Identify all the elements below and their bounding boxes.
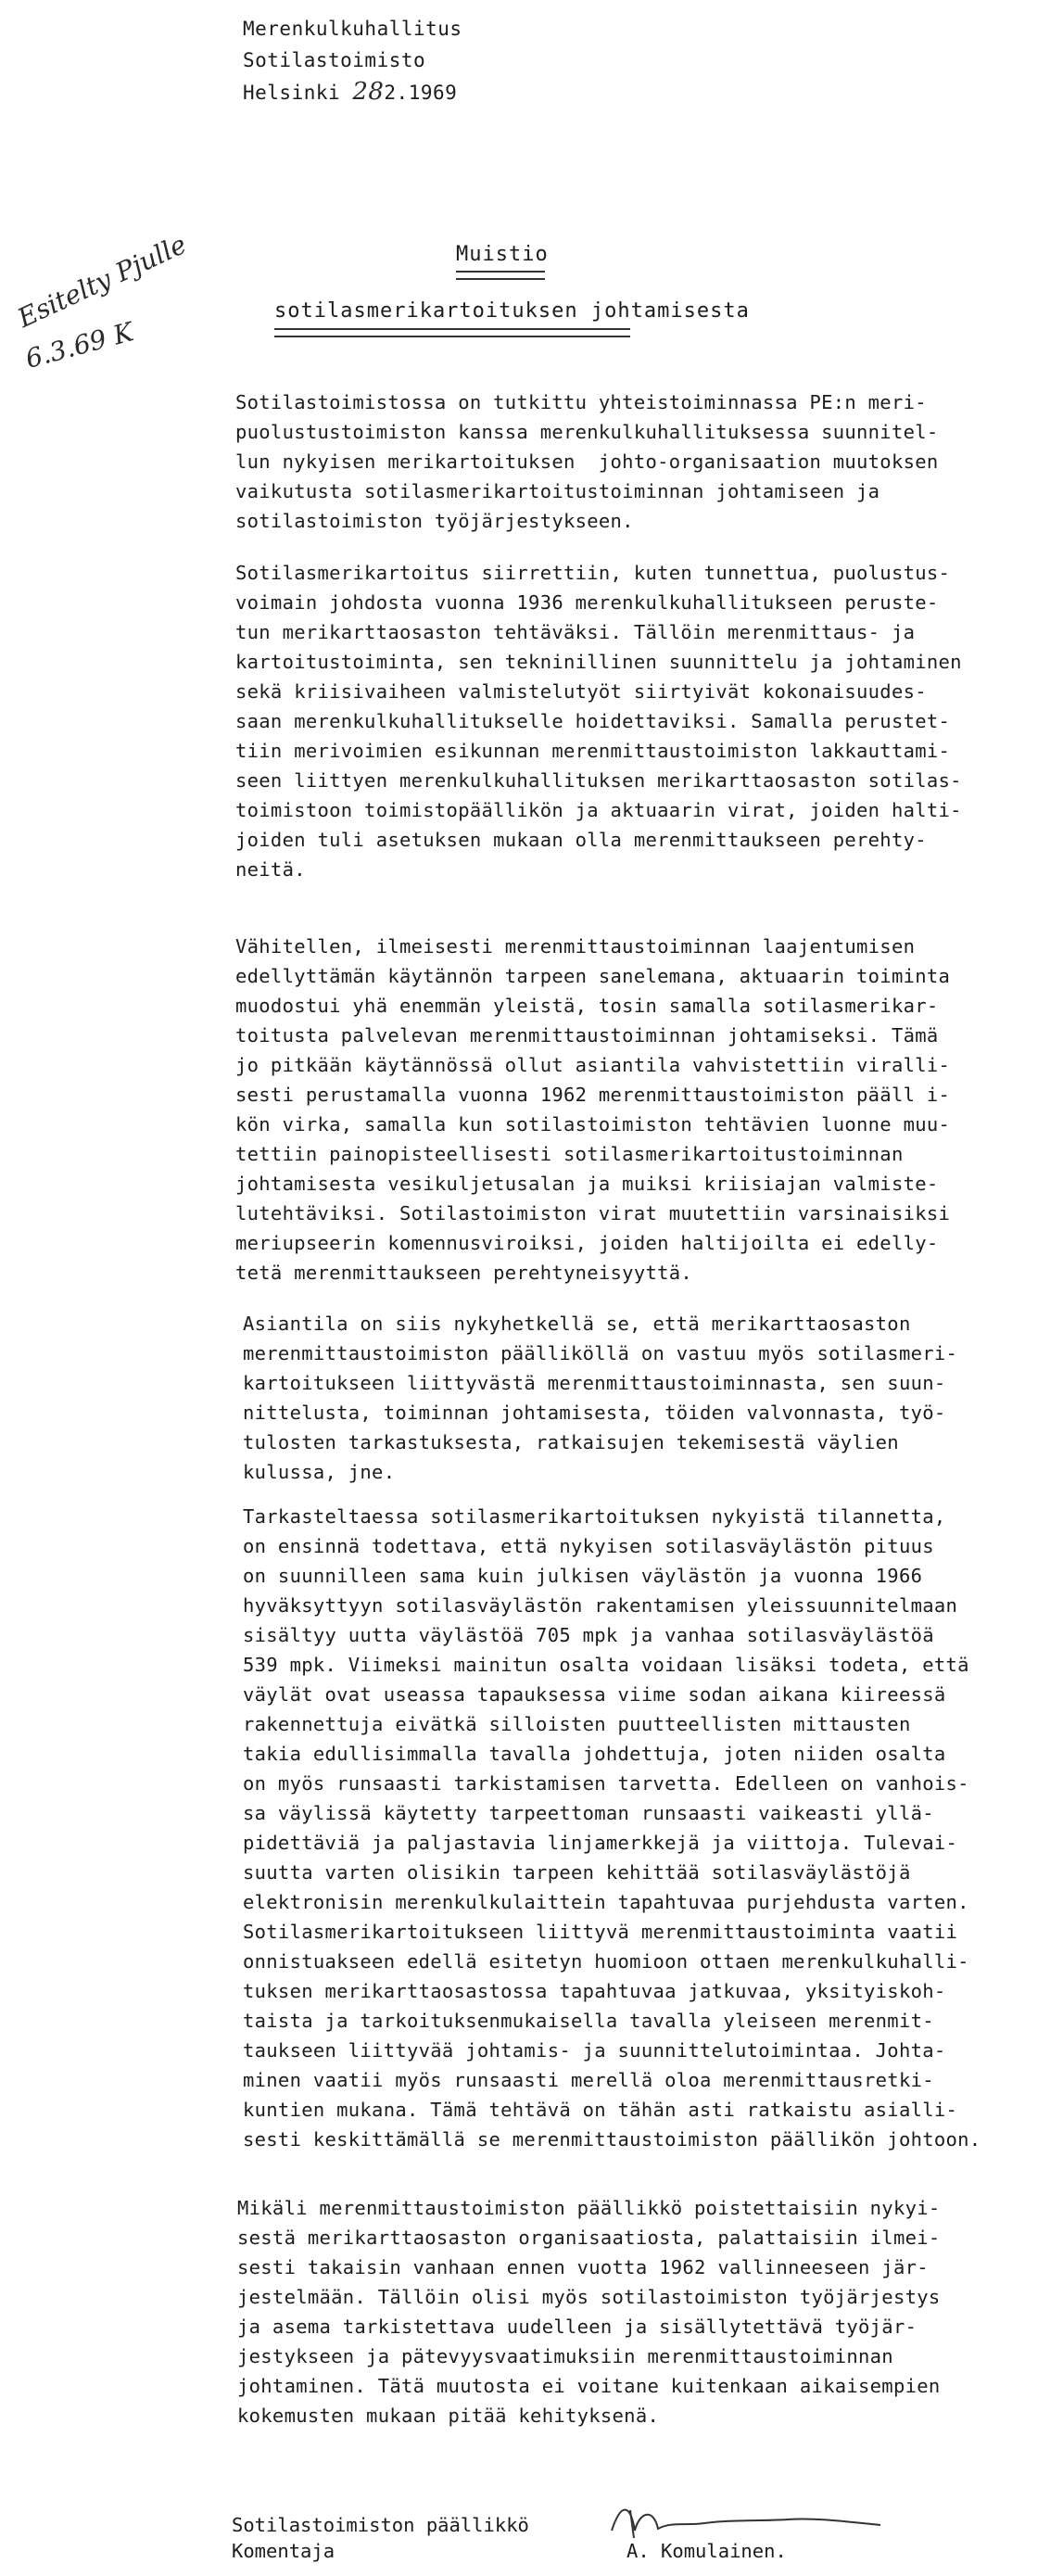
text-line: on myös runsaasti tarkistamisen tarvetta. Edelleen on vanhois- (243, 1772, 969, 1795)
text-line: tettiin painopisteellisesti sotilasmerikartoitustoiminnan (235, 1143, 904, 1165)
text-line: tetä merenmittaukseen perehtyneisyyttä. (235, 1262, 693, 1284)
text-line: 539 mpk. Viimeksi mainitun osalta voidaan lisäksi todeta, että (243, 1654, 969, 1676)
text-line: minen vaatii myös runsaasti merellä oloa merenmittausretki- (243, 2069, 934, 2091)
text-line: toitusta palvelevan merenmittaustoiminnan johtamiseksi. Tämä (235, 1024, 939, 1047)
margin-note-line1: Esitelty Pjulle (13, 228, 192, 334)
text-line: Sotilastoimistossa on tutkittu yhteistoiminnassa PE:n meri- (235, 391, 927, 413)
text-line: lun nykyisen merikartoituksen johto-organisaation muutoksen (235, 450, 939, 473)
text-line: hyväksyttyyn sotilasväylästön rakentamisen yleissuunnitelmaan (243, 1594, 958, 1617)
text-line: tuksen merikarttaosastossa tapahtuvaa jatkuvaa, yksityiskoh- (243, 1980, 946, 2002)
text-line: Vähitellen, ilmeisesti merenmittaustoiminnan laajentumisen (235, 935, 916, 958)
place: Helsinki (243, 82, 341, 104)
subtitle-double-underline (274, 328, 630, 337)
date-rest: 2.1969 (384, 82, 458, 104)
text-line: pidettäviä ja paljastavia linjamerkkejä ja viittoja. Tulevai- (243, 1832, 958, 1854)
text-line: kuntien mukana. Tämä tehtävä on tähän asti ratkaistu asialli- (243, 2099, 958, 2121)
text-line: kön virka, samalla kun sotilastoimiston tehtävien luonne muu- (235, 1113, 951, 1136)
text-line: kokemusten mukaan pitää kehityksenä. (237, 2405, 660, 2427)
text-line: jestykseen ja pätevyysvaatimuksiin merenmittaustoiminnan (237, 2345, 893, 2367)
document-subtitle: sotilasmerikartoituksen johtamisesta (274, 299, 750, 323)
margin-note-line2: 6.3.69 K (22, 316, 137, 374)
text-line: sisältyy uutta väylästöä 705 mpk ja vanhaa sotilasväylästöä (243, 1624, 934, 1646)
paragraph-5 (243, 1502, 1042, 2154)
text-line: Mikäli merenmittaustoimiston päällikkö poistettaisiin nykyi- (237, 2197, 941, 2219)
paragraph-3 (235, 932, 1034, 1288)
handwritten-day: 28 (352, 78, 385, 106)
text-line: ja asema tarkistettava uudelleen ja sisällytettävä työjär- (237, 2316, 917, 2338)
text-line: vaikutusta sotilasmerikartoitustoiminnan johtamiseen ja (235, 480, 880, 502)
text-line: edellyttämän käytännön tarpeen sanelemana, aktuaarin toiminta (235, 965, 951, 987)
text-line: sesti keskittämällä se merenmittaustoimiston päällikön johtoon. (243, 2128, 981, 2151)
text-line: tiin merivoimien esikunnan merenmittaustoimiston lakkauttami- (235, 740, 951, 762)
text-line: Asiantila on siis nykyhetkellä se, että merikarttaosaston (243, 1313, 911, 1335)
letterhead (243, 13, 462, 108)
handwritten-margin-note (6, 228, 200, 426)
text-line: kulussa, jne. (243, 1461, 396, 1483)
text-line: kartoitustoiminta, sen tekninillinen suunnittelu ja johtaminen (235, 651, 962, 673)
text-line: seen liittyen merenkulkuhallituksen merikarttaosaston sotilas- (235, 769, 962, 792)
text-line: sekä kriisivaiheen valmistelutyöt siirtyivät kokonaisuudes- (235, 680, 927, 703)
signer-name: A. Komulainen. (626, 2540, 787, 2562)
text-line: suutta varten olisikin tarpeen kehittää sotilasväylästöjä (243, 1861, 911, 1884)
text-line: jestelmään. Tällöin olisi myös sotilastoimiston työjärjestys (237, 2286, 941, 2308)
text-line: on suunnilleen sama kuin julkisen väylästön ja vuonna 1966 (243, 1565, 923, 1587)
text-line: sotilastoimiston työjärjestykseen. (235, 510, 634, 532)
text-line: taista ja tarkoituksenmukaisella tavalla yleiseen merenmit- (243, 2010, 934, 2032)
signature-title-block (232, 2512, 529, 2564)
text-line: väylät ovat useassa tapauksessa viime sodan aikana kiireessä (243, 1683, 946, 1706)
text-line: merenmittaustoimiston päälliköllä on vastuu myös sotilasmeri- (243, 1342, 958, 1364)
text-line: elektronisin merenkulkulaittein tapahtuvaa purjehdusta varten. (243, 1891, 969, 1913)
text-line: meriupseerin komennusviroiksi, joiden haltijoilta ei edelly- (235, 1232, 939, 1254)
text-line: on ensinnä todettava, että nykyisen sotilasväylästön pituus (243, 1535, 934, 1557)
text-line: voimain johdosta vuonna 1936 merenkulkuhallitukseen peruste- (235, 591, 939, 614)
text-line: tun merikarttaosaston tehtäväksi. Tällöin merenmittaus- ja (235, 621, 916, 643)
text-line: Tarkasteltaessa sotilasmerikartoituksen nykyistä tilannetta, (243, 1505, 946, 1528)
paragraph-4 (243, 1309, 1042, 1487)
paragraph-1 (235, 387, 1034, 536)
text-line: sa väylissä käytetty tarpeettoman runsaasti vaikeasti yllä- (243, 1802, 934, 1824)
text-line: sesti perustamalla vuonna 1962 merenmittaustoimiston pääll i- (235, 1084, 951, 1106)
paragraph-2 (235, 558, 1034, 884)
org-name: Merenkulkuhallitus (243, 18, 462, 40)
text-line: johtaminen. Tätä muutosta ei voitane kuitenkaan aikaisempien (237, 2375, 941, 2397)
document-title: Muistio (456, 243, 549, 266)
text-line: jo pitkään käytännössä ollut asiantila vahvistettiin viralli- (235, 1054, 951, 1076)
text-line: takia edullisimmalla tavalla johdettuja, joten niiden osalta (243, 1743, 946, 1765)
text-line: lutehtäviksi. Sotilastoimiston virat muutettiin varsinaisiksi (235, 1202, 951, 1225)
text-line: rakennettuja eivätkä silloisten puutteellisten mittausten (243, 1713, 911, 1735)
place-date (243, 76, 462, 108)
office-name: Sotilastoimisto (243, 49, 426, 71)
text-line: joiden tuli asetuksen mukaan olla merenmittaukseen perehty- (235, 829, 927, 851)
paragraph-6 (237, 2193, 1036, 2430)
text-line: sestä merikarttaosaston organisaatiosta, palattaisiin ilmei- (237, 2227, 941, 2249)
title-double-underline (456, 271, 545, 280)
text-line: onnistuakseen edellä esitetyn huomioon ottaen merenkulkuhalli- (243, 1950, 969, 1973)
text-line: sesti takaisin vanhaan ennen vuotta 1962 vallinneeseen jär- (237, 2256, 929, 2278)
text-line: saan merenkulkuhallitukselle hoidettaviksi. Samalla perustet- (235, 710, 951, 732)
text-line: johtamisesta vesikuljetusalan ja muiksi kriisiajan valmiste- (235, 1173, 939, 1195)
text-line: tulosten tarkastuksesta, ratkaisujen tekemisestä väylien (243, 1431, 899, 1453)
text-line: taukseen liittyvää johtamis- ja suunnittelutoimintaa. Johta- (243, 2039, 946, 2062)
text-line: muodostui yhä enemmän yleistä, tosin samalla sotilasmerikar- (235, 995, 939, 1017)
text-line: kartoitukseen liittyvästä merenmittaustoiminnasta, sen suun- (243, 1372, 946, 1394)
signer-position: Sotilastoimiston päällikkö (232, 2514, 529, 2536)
text-line: neitä. (235, 858, 306, 881)
text-line: Sotilasmerikartoitukseen liittyvä merenmittaustoiminta vaatii (243, 1921, 958, 1943)
text-line: toimistoon toimistopäällikön ja aktuaarin virat, joiden halti- (235, 799, 962, 821)
text-line: Sotilasmerikartoitus siirrettiin, kuten tunnettua, puolustus- (235, 562, 951, 584)
text-line: nittelusta, toiminnan johtamisesta, töiden valvonnasta, työ- (243, 1402, 946, 1424)
text-line: puolustustoimiston kanssa merenkulkuhallituksessa suunnitel- (235, 421, 939, 443)
signer-rank: Komentaja (232, 2540, 335, 2562)
